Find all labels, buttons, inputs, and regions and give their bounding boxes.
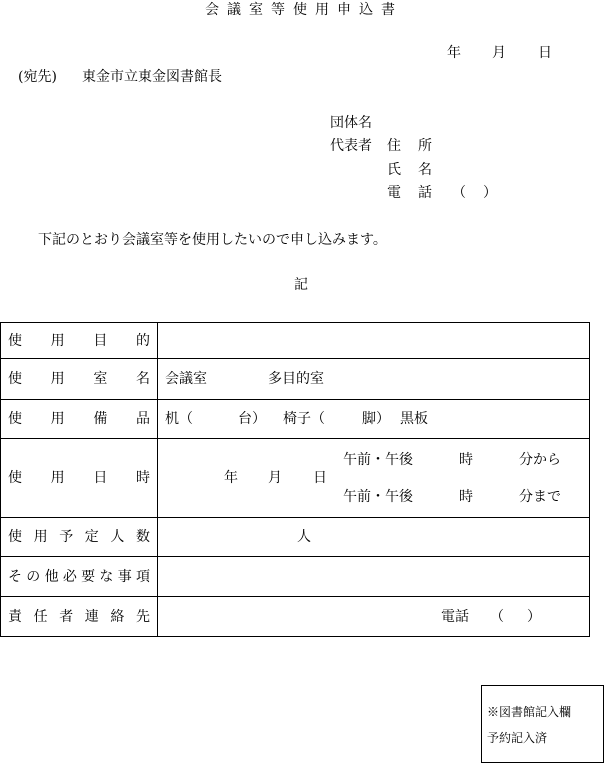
label-char: 必 xyxy=(62,568,77,585)
attendees-value-cell xyxy=(158,518,589,556)
equipment-label xyxy=(8,412,150,426)
library-use-box xyxy=(481,685,604,763)
room-option-meeting-room: 会議室 xyxy=(165,371,207,387)
label-char: 人 xyxy=(110,529,125,545)
attendees-label xyxy=(8,530,150,544)
label-char: 名 xyxy=(135,371,150,387)
date-year-label: 年 xyxy=(447,45,461,61)
intro-text: 下記のとおり会議室等を使用したいので申し込みます。 xyxy=(38,232,387,248)
label-char: 時 xyxy=(135,470,150,486)
contact-label-cell xyxy=(1,597,158,636)
other-label xyxy=(8,570,150,584)
label-char: 会 xyxy=(205,2,219,18)
label-char: 室 xyxy=(93,371,108,387)
end-ampm: 午前・午後 xyxy=(343,489,413,505)
label-char: 等 xyxy=(271,2,285,18)
label-char: 備 xyxy=(93,411,108,427)
label-char: 絡 xyxy=(110,608,125,625)
chair-unit: 脚） xyxy=(362,411,390,427)
desk-label: 机（ xyxy=(165,411,193,427)
label-char: 用 xyxy=(50,332,65,349)
label-char: 数 xyxy=(135,529,150,545)
contact-label xyxy=(8,610,150,624)
phone-close-paren: ） xyxy=(483,185,497,201)
application-table xyxy=(0,322,590,637)
note-heading: 記 xyxy=(294,277,308,293)
label-char: 用 xyxy=(315,2,329,18)
start-hour: 時 xyxy=(459,452,473,468)
row-equipment xyxy=(1,399,589,438)
address-label-char-1: 住 xyxy=(387,138,401,154)
contact-value-cell xyxy=(158,597,589,636)
label-char: 品 xyxy=(135,411,150,427)
label-char: 項 xyxy=(135,568,150,585)
contact-phone-label: 電話 xyxy=(441,608,469,625)
contact-open-paren: （ xyxy=(490,608,504,625)
row-datetime xyxy=(1,438,589,517)
label-char: 用 xyxy=(50,411,65,427)
label-char: そ xyxy=(8,568,22,585)
end-hour: 時 xyxy=(459,489,473,505)
label-char: 込 xyxy=(359,2,373,18)
purpose-label xyxy=(8,334,150,348)
row-contact xyxy=(1,596,589,636)
label-char: 定 xyxy=(84,529,99,545)
datetime-value-cell xyxy=(158,439,589,517)
label-char: 要 xyxy=(81,568,96,585)
datetime-label-cell xyxy=(1,439,158,517)
label-char: 書 xyxy=(381,2,395,18)
phone-open-paren: （ xyxy=(452,185,466,201)
label-char: 事 xyxy=(117,568,132,585)
datetime-month: 月 xyxy=(268,470,282,486)
label-char: 先 xyxy=(135,608,150,625)
other-label-cell xyxy=(1,557,158,596)
equipment-label-cell xyxy=(1,400,158,438)
start-ampm: 午前・午後 xyxy=(343,452,413,468)
label-char: 使 xyxy=(8,529,22,545)
chair-label: 椅子（ xyxy=(283,411,325,427)
page-title xyxy=(205,3,395,17)
room-label xyxy=(8,372,150,386)
other-value-cell xyxy=(158,557,589,596)
equipment-value-cell xyxy=(158,400,589,438)
label-char: 任 xyxy=(33,608,48,625)
label-char: 目 xyxy=(93,332,108,349)
purpose-value-cell xyxy=(158,323,589,358)
label-char: 者 xyxy=(59,608,74,625)
phone-label-char-1: 電 xyxy=(387,185,401,201)
addressee-label: (宛先) xyxy=(18,69,57,85)
room-label-cell xyxy=(1,359,158,399)
label-char: 責 xyxy=(8,608,22,625)
label-char: 的 xyxy=(135,332,150,349)
representative-label: 代表者 xyxy=(330,138,372,154)
label-char: 用 xyxy=(50,470,65,486)
label-char: の xyxy=(26,568,41,585)
end-minute: 分まで xyxy=(519,489,561,505)
attendees-label-cell xyxy=(1,518,158,556)
label-char: 使 xyxy=(8,470,22,486)
group-name-label: 団体名 xyxy=(330,115,372,131)
row-attendees xyxy=(1,517,589,556)
date-month-label: 月 xyxy=(492,45,506,61)
label-char: 議 xyxy=(227,2,241,18)
row-purpose xyxy=(1,323,589,358)
phone-label-char-2: 話 xyxy=(418,185,432,201)
label-char: 室 xyxy=(249,2,263,18)
library-use-title: ※図書館記入欄 xyxy=(487,705,572,719)
name-label-char-2: 名 xyxy=(418,162,432,178)
name-label-char-1: 氏 xyxy=(387,162,401,178)
row-room xyxy=(1,358,589,399)
desk-unit: 台） xyxy=(238,411,266,427)
date-day-label: 日 xyxy=(538,45,552,61)
label-char: 用 xyxy=(50,371,65,387)
label-char: 申 xyxy=(337,2,351,18)
blackboard-label: 黒板 xyxy=(400,411,428,427)
start-minute: 分から xyxy=(519,452,561,468)
datetime-label xyxy=(8,471,150,485)
datetime-day: 日 xyxy=(313,470,327,486)
reservation-status: 予約記入済 xyxy=(487,731,548,745)
room-value-cell xyxy=(158,359,589,399)
label-char: な xyxy=(99,568,114,585)
addressee-name: 東金市立東金図書館長 xyxy=(82,69,222,85)
label-char: 予 xyxy=(59,529,74,545)
datetime-year: 年 xyxy=(224,470,238,486)
label-char: 使 xyxy=(293,2,307,18)
label-char: 用 xyxy=(33,529,48,545)
label-char: 使 xyxy=(8,332,22,349)
label-char: 他 xyxy=(44,568,59,585)
room-option-multipurpose-room: 多目的室 xyxy=(268,371,324,387)
row-other xyxy=(1,556,589,596)
label-char: 使 xyxy=(8,411,22,427)
label-char: 日 xyxy=(93,470,108,486)
purpose-label-cell xyxy=(1,323,158,358)
contact-close-paren: ） xyxy=(527,608,541,625)
label-char: 使 xyxy=(8,371,22,387)
attendees-unit: 人 xyxy=(297,529,311,545)
address-label-char-2: 所 xyxy=(418,138,432,154)
label-char: 連 xyxy=(84,608,99,625)
